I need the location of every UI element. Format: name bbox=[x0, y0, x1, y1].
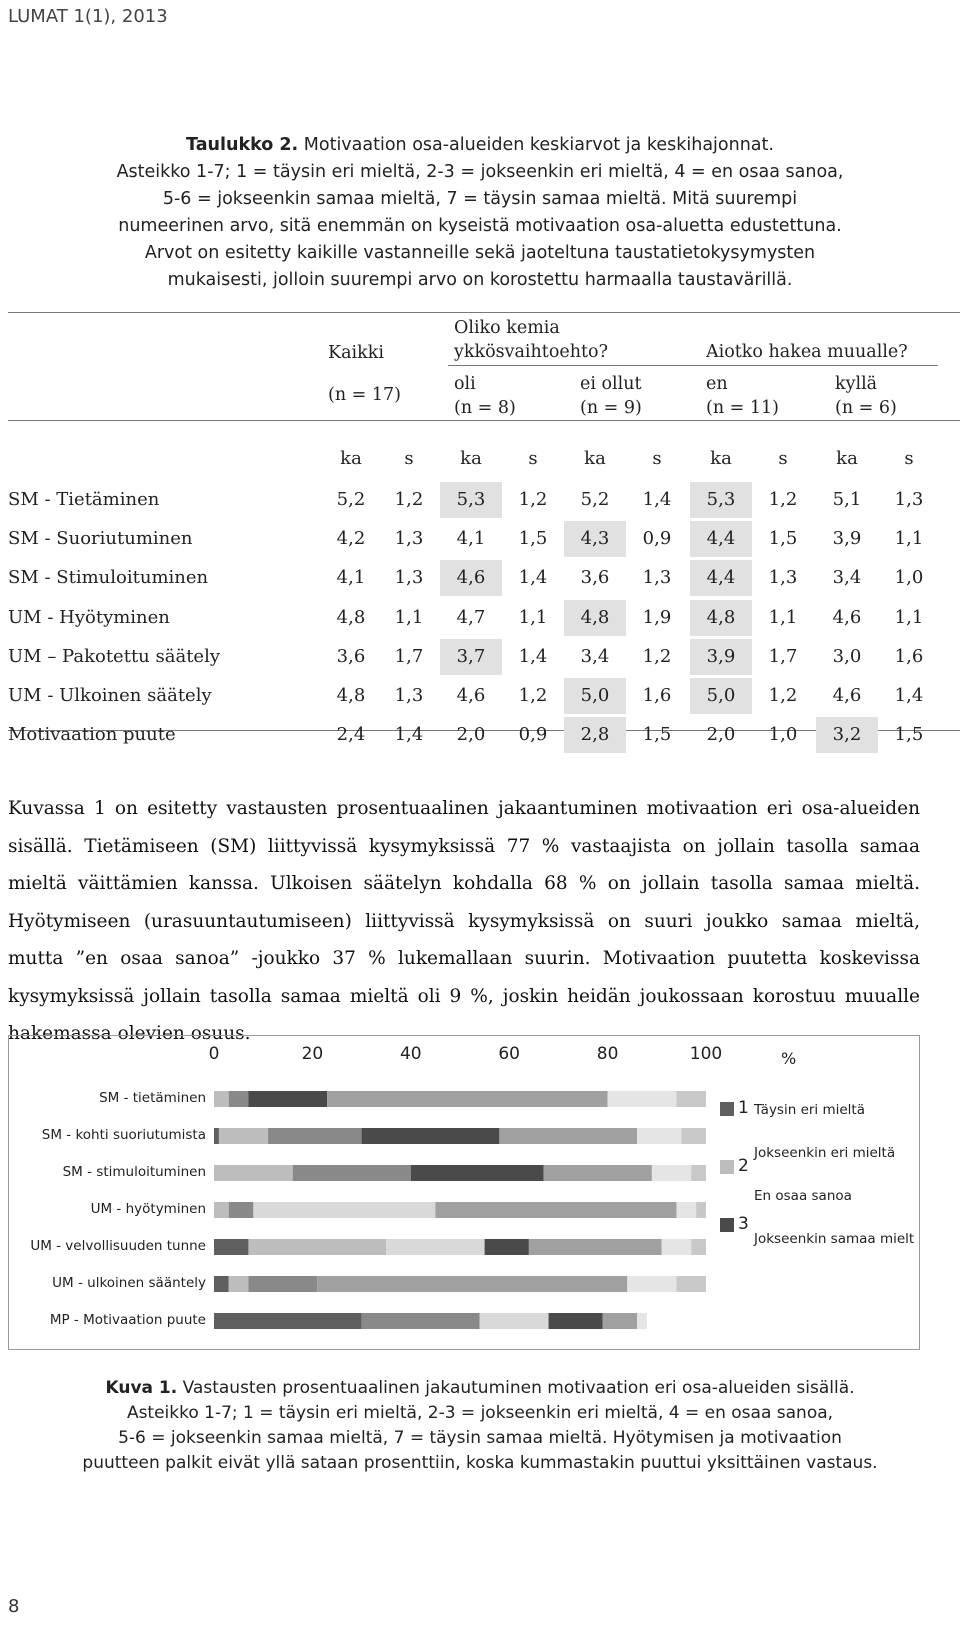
cell-mean: 5,0 bbox=[564, 678, 626, 714]
header-oli-n: (n = 8) bbox=[454, 398, 516, 418]
bar-segment bbox=[662, 1239, 692, 1255]
cell-mean: 5,3 bbox=[690, 482, 752, 518]
bar-segment bbox=[268, 1128, 361, 1144]
category-label: UM - hyötyminen bbox=[90, 1201, 206, 1217]
row-label: SM - Suoriutuminen bbox=[8, 528, 193, 550]
cell-mean: 4,8 bbox=[336, 685, 366, 706]
bar-segment bbox=[248, 1276, 317, 1292]
cell-sd: 1,1 bbox=[894, 528, 924, 550]
bar-segment bbox=[219, 1128, 268, 1144]
cell-mean: 2,0 bbox=[706, 724, 736, 746]
cell-mean: 4,4 bbox=[690, 521, 752, 557]
cell-mean: 4,8 bbox=[564, 600, 626, 636]
cell-mean: 2,8 bbox=[564, 717, 626, 753]
cell-mean: 4,4 bbox=[690, 560, 752, 596]
group-header-rule bbox=[448, 365, 938, 366]
journal-header: LUMAT 1(1), 2013 bbox=[8, 6, 168, 27]
cell-sd: 1,1 bbox=[768, 606, 798, 628]
x-tick-label: 20 bbox=[301, 1044, 324, 1064]
bar-segment bbox=[603, 1313, 637, 1329]
row-label: UM - Hyötyminen bbox=[8, 606, 170, 628]
cell-mean: 4,3 bbox=[564, 521, 626, 557]
bar-segment bbox=[253, 1202, 435, 1218]
col-header-ka: ka bbox=[710, 448, 732, 469]
cell-mean: 3,9 bbox=[832, 528, 862, 550]
cell-sd: 1,1 bbox=[894, 606, 924, 628]
cell-sd: 1,1 bbox=[394, 606, 424, 628]
cell-sd: 1,2 bbox=[518, 685, 548, 706]
cell-sd: 1,5 bbox=[768, 528, 798, 550]
cell-mean: 3,6 bbox=[336, 645, 366, 667]
cell-sd: 1,2 bbox=[642, 645, 672, 667]
cell-sd: 1,5 bbox=[642, 724, 672, 746]
x-tick-label: 100 bbox=[689, 1044, 723, 1064]
bar-segment bbox=[676, 1276, 706, 1292]
table-header-rule bbox=[8, 420, 960, 421]
col-header-ka: ka bbox=[460, 448, 482, 469]
table-caption-line: mukaisesti, jolloin suurempi arvo on korostettu harmaalla taustavärillä. bbox=[167, 270, 793, 290]
bar-segment bbox=[676, 1202, 696, 1218]
bar-segment bbox=[293, 1165, 411, 1181]
cell-mean: 4,6 bbox=[456, 685, 486, 706]
bar-segment bbox=[637, 1128, 681, 1144]
row-label: UM – Pakotettu säätely bbox=[8, 645, 221, 667]
table-caption-line: Arvot on esitetty kaikille vastanneille sekä jaoteltuna taustatietokysymysten bbox=[144, 243, 816, 263]
cell-sd: 1,4 bbox=[518, 645, 548, 667]
col-header-ka: ka bbox=[340, 448, 362, 469]
legend-number: 3 bbox=[738, 1214, 749, 1234]
bar-segment bbox=[214, 1128, 219, 1144]
header-en: en bbox=[706, 374, 728, 394]
bar-segment bbox=[499, 1128, 637, 1144]
cell-mean: 4,2 bbox=[336, 528, 366, 550]
cell-sd: 1,3 bbox=[394, 528, 424, 550]
bar-segment bbox=[627, 1276, 676, 1292]
legend-label: Täysin eri mieltä bbox=[754, 1102, 865, 1118]
cell-sd: 1,3 bbox=[768, 567, 798, 589]
bar-segment bbox=[435, 1202, 676, 1218]
cell-mean: 3,6 bbox=[580, 567, 610, 589]
cell-sd: 1,4 bbox=[518, 567, 548, 589]
cell-sd: 1,2 bbox=[768, 489, 798, 510]
cell-sd: 1,7 bbox=[768, 645, 798, 667]
cell-mean: 4,6 bbox=[832, 606, 862, 628]
cell-sd: 1,3 bbox=[642, 567, 672, 589]
cell-mean: 3,7 bbox=[440, 639, 502, 675]
cell-sd: 1,0 bbox=[894, 567, 924, 589]
col-header-s: s bbox=[404, 448, 414, 469]
bar-segment bbox=[214, 1165, 293, 1181]
table-caption-label: Taulukko 2. bbox=[186, 135, 299, 155]
cell-sd: 0,9 bbox=[642, 528, 672, 550]
body-paragraph: Kuvassa 1 on esitetty vastausten prosentuaalinen jakaantuminen motivaation eri osa-alueiden sisällä. Tietämiseen (SM) liittyvissä kysymyksissä 77 % vastaajista on jollain tasolla samaa mieltä väittämien kanssa. Ulkoisen säätelyn kohdalla 68 % on jollain tasolla samaa mieltä. Hyötymiseen (urasuuntautumiseen) liittyvissä kysymyksissä on suuri joukko samaa mieltä, mutta ”en osaa sanoa” -joukko 37 % lukemallaan suurin. Motivaation puutetta koskevissa kysymyksissä jollain tasolla samaa mieltä oli 9 %, joskin heidän joukossaan korostuu muualle hakemassa olevien osuus. bbox=[8, 798, 920, 1044]
x-tick-label: 80 bbox=[596, 1044, 619, 1064]
bar-segment bbox=[480, 1313, 549, 1329]
cell-mean: 5,2 bbox=[336, 489, 366, 510]
cell-sd: 0,9 bbox=[518, 724, 548, 746]
cell-mean: 3,4 bbox=[580, 645, 610, 667]
x-axis-unit: % bbox=[781, 1049, 797, 1068]
figure-caption bbox=[40, 1376, 920, 1476]
header-kylla: kyllä bbox=[835, 374, 878, 394]
header-ei-ollut: ei ollut bbox=[580, 374, 642, 394]
category-label: SM - stimuloituminen bbox=[62, 1164, 206, 1180]
cell-mean: 4,1 bbox=[336, 567, 366, 589]
bar-segment bbox=[696, 1202, 706, 1218]
cell-mean: 3,0 bbox=[832, 645, 862, 667]
cell-sd: 1,5 bbox=[894, 724, 924, 746]
bar-segment bbox=[229, 1202, 254, 1218]
category-label: UM - ulkoinen sääntely bbox=[52, 1275, 206, 1291]
row-label: Motivaation puute bbox=[8, 724, 176, 746]
bar-segment bbox=[248, 1091, 327, 1107]
cell-sd: 1,4 bbox=[642, 489, 672, 510]
col-header-s: s bbox=[528, 448, 538, 469]
x-tick-label: 40 bbox=[399, 1044, 422, 1064]
cell-mean: 4,7 bbox=[456, 606, 486, 628]
table-caption-line: numeerinen arvo, sitä enemmän on kyseistä motivaation osa-aluetta edustettuna. bbox=[118, 216, 842, 236]
bar-segment bbox=[691, 1165, 706, 1181]
bar-segment bbox=[362, 1128, 500, 1144]
category-label: UM - velvollisuuden tunne bbox=[30, 1238, 206, 1254]
category-label: SM - kohti suoriutumista bbox=[41, 1127, 206, 1143]
cell-sd: 1,4 bbox=[394, 724, 424, 746]
cell-sd: 1,6 bbox=[642, 685, 672, 706]
cell-sd: 1,9 bbox=[642, 606, 672, 628]
x-tick-label: 60 bbox=[498, 1044, 521, 1064]
cell-sd: 1,0 bbox=[768, 724, 798, 746]
bar-segment bbox=[229, 1276, 249, 1292]
bar-segment bbox=[529, 1239, 662, 1255]
bar-segment bbox=[681, 1128, 706, 1144]
header-ei-ollut-n: (n = 9) bbox=[580, 398, 642, 418]
cell-sd: 1,7 bbox=[394, 645, 424, 667]
cell-mean: 5,2 bbox=[580, 489, 610, 510]
figure-caption-line: 5-6 = jokseenkin samaa mieltä, 7 = täysin samaa mieltä. Hyötymisen ja motivaation bbox=[118, 1428, 842, 1448]
cell-mean: 3,9 bbox=[690, 639, 752, 675]
bar-segment bbox=[214, 1239, 248, 1255]
cell-mean: 3,2 bbox=[816, 717, 878, 753]
legend-swatch bbox=[720, 1102, 734, 1116]
bar-segment bbox=[229, 1091, 249, 1107]
bar-segment bbox=[691, 1239, 706, 1255]
legend-number: 1 bbox=[738, 1098, 749, 1118]
header-kaikki-n: (n = 17) bbox=[328, 385, 401, 405]
cell-mean: 4,8 bbox=[336, 606, 366, 628]
col-header-s: s bbox=[904, 448, 914, 469]
bar-segment bbox=[544, 1165, 652, 1181]
table-caption-line: 5-6 = jokseenkin samaa mieltä, 7 = täysin samaa mieltä. Mitä suurempi bbox=[162, 189, 798, 209]
header-en-n: (n = 11) bbox=[706, 398, 779, 418]
cell-mean: 3,4 bbox=[832, 567, 862, 589]
col-header-s: s bbox=[778, 448, 788, 469]
cell-mean: 4,1 bbox=[456, 528, 486, 550]
bar-segment bbox=[676, 1091, 706, 1107]
col-header-ka: ka bbox=[584, 448, 606, 469]
cell-sd: 1,3 bbox=[394, 685, 424, 706]
category-label: MP - Motivaation puute bbox=[49, 1312, 206, 1328]
legend-label: Jokseenkin samaa mielt bbox=[754, 1231, 915, 1247]
legend-swatch bbox=[720, 1218, 734, 1232]
cell-sd: 1,2 bbox=[768, 685, 798, 706]
bar-segment bbox=[652, 1165, 691, 1181]
cell-mean: 4,6 bbox=[440, 560, 502, 596]
cell-mean: 2,4 bbox=[336, 724, 366, 746]
bar-segment bbox=[362, 1313, 480, 1329]
bar-segment bbox=[386, 1239, 484, 1255]
row-label: SM - Stimuloituminen bbox=[8, 567, 209, 589]
cell-sd: 1,6 bbox=[894, 645, 924, 667]
table-top-rule bbox=[8, 312, 960, 313]
cell-sd: 1,3 bbox=[894, 489, 924, 510]
table-caption bbox=[40, 132, 920, 294]
legend-number: 2 bbox=[738, 1156, 749, 1176]
category-label: SM - tietäminen bbox=[99, 1090, 206, 1106]
bar-segment bbox=[214, 1276, 229, 1292]
bar-segment bbox=[327, 1091, 607, 1107]
col-header-ka: ka bbox=[836, 448, 858, 469]
table-caption-line: Motivaation osa-alueiden keskiarvot ja keskihajonnat. bbox=[303, 135, 774, 155]
legend-swatch bbox=[720, 1160, 734, 1174]
bar-segment bbox=[485, 1239, 529, 1255]
bar-segment bbox=[317, 1276, 627, 1292]
header-oli: oli bbox=[454, 374, 476, 394]
bar-segment bbox=[214, 1091, 229, 1107]
col-header-s: s bbox=[652, 448, 662, 469]
header-kaikki: Kaikki bbox=[328, 343, 384, 363]
cell-sd: 1,4 bbox=[894, 685, 924, 706]
row-label: UM - Ulkoinen säätely bbox=[8, 685, 212, 706]
figure-caption-line: puutteen palkit eivät yllä sataan prosenttiin, koska kummastakin puuttui yksittäinen vastaus. bbox=[82, 1453, 878, 1473]
figure-caption-line: Asteikko 1-7; 1 = täysin eri mieltä, 2-3 = jokseenkin eri mieltä, 4 = en osaa sanoa, bbox=[126, 1403, 834, 1423]
cell-mean: 5,0 bbox=[690, 678, 752, 714]
bar-segment bbox=[214, 1202, 229, 1218]
legend-label: En osaa sanoa bbox=[754, 1188, 852, 1204]
row-label: SM - Tietäminen bbox=[8, 489, 160, 510]
cell-mean: 4,6 bbox=[832, 685, 862, 706]
page-number: 8 bbox=[8, 1596, 20, 1617]
header-q1-line2: ykkösvaihtoehto? bbox=[454, 342, 608, 362]
figure-caption-label: Kuva 1. bbox=[105, 1378, 178, 1398]
bar-segment bbox=[411, 1165, 544, 1181]
header-q1-line1: Oliko kemia bbox=[454, 318, 560, 338]
cell-sd: 1,1 bbox=[518, 606, 548, 628]
cell-mean: 4,8 bbox=[690, 600, 752, 636]
cell-sd: 1,2 bbox=[518, 489, 548, 510]
cell-mean: 2,0 bbox=[456, 724, 486, 746]
figure-caption-line: Vastausten prosentuaalinen jakautuminen motivaation eri osa-alueiden sisällä. bbox=[182, 1378, 855, 1398]
cell-mean: 5,1 bbox=[832, 489, 862, 510]
bar-segment bbox=[608, 1091, 677, 1107]
bar-segment bbox=[214, 1313, 362, 1329]
x-tick-label: 0 bbox=[208, 1044, 220, 1064]
stacked-bar-chart bbox=[8, 1035, 920, 1350]
header-kylla-n: (n = 6) bbox=[835, 398, 897, 418]
cell-sd: 1,5 bbox=[518, 528, 548, 550]
cell-mean: 5,3 bbox=[440, 482, 502, 518]
cell-sd: 1,3 bbox=[394, 567, 424, 589]
bar-segment bbox=[248, 1239, 386, 1255]
header-q2: Aiotko hakea muualle? bbox=[706, 342, 908, 362]
table-caption-line: Asteikko 1-7; 1 = täysin eri mieltä, 2-3 = jokseenkin eri mieltä, 4 = en osaa sanoa, bbox=[116, 162, 844, 182]
cell-sd: 1,2 bbox=[394, 489, 424, 510]
bar-segment bbox=[549, 1313, 603, 1329]
bar-segment bbox=[637, 1313, 647, 1329]
legend-label: Jokseenkin eri mieltä bbox=[754, 1145, 896, 1161]
